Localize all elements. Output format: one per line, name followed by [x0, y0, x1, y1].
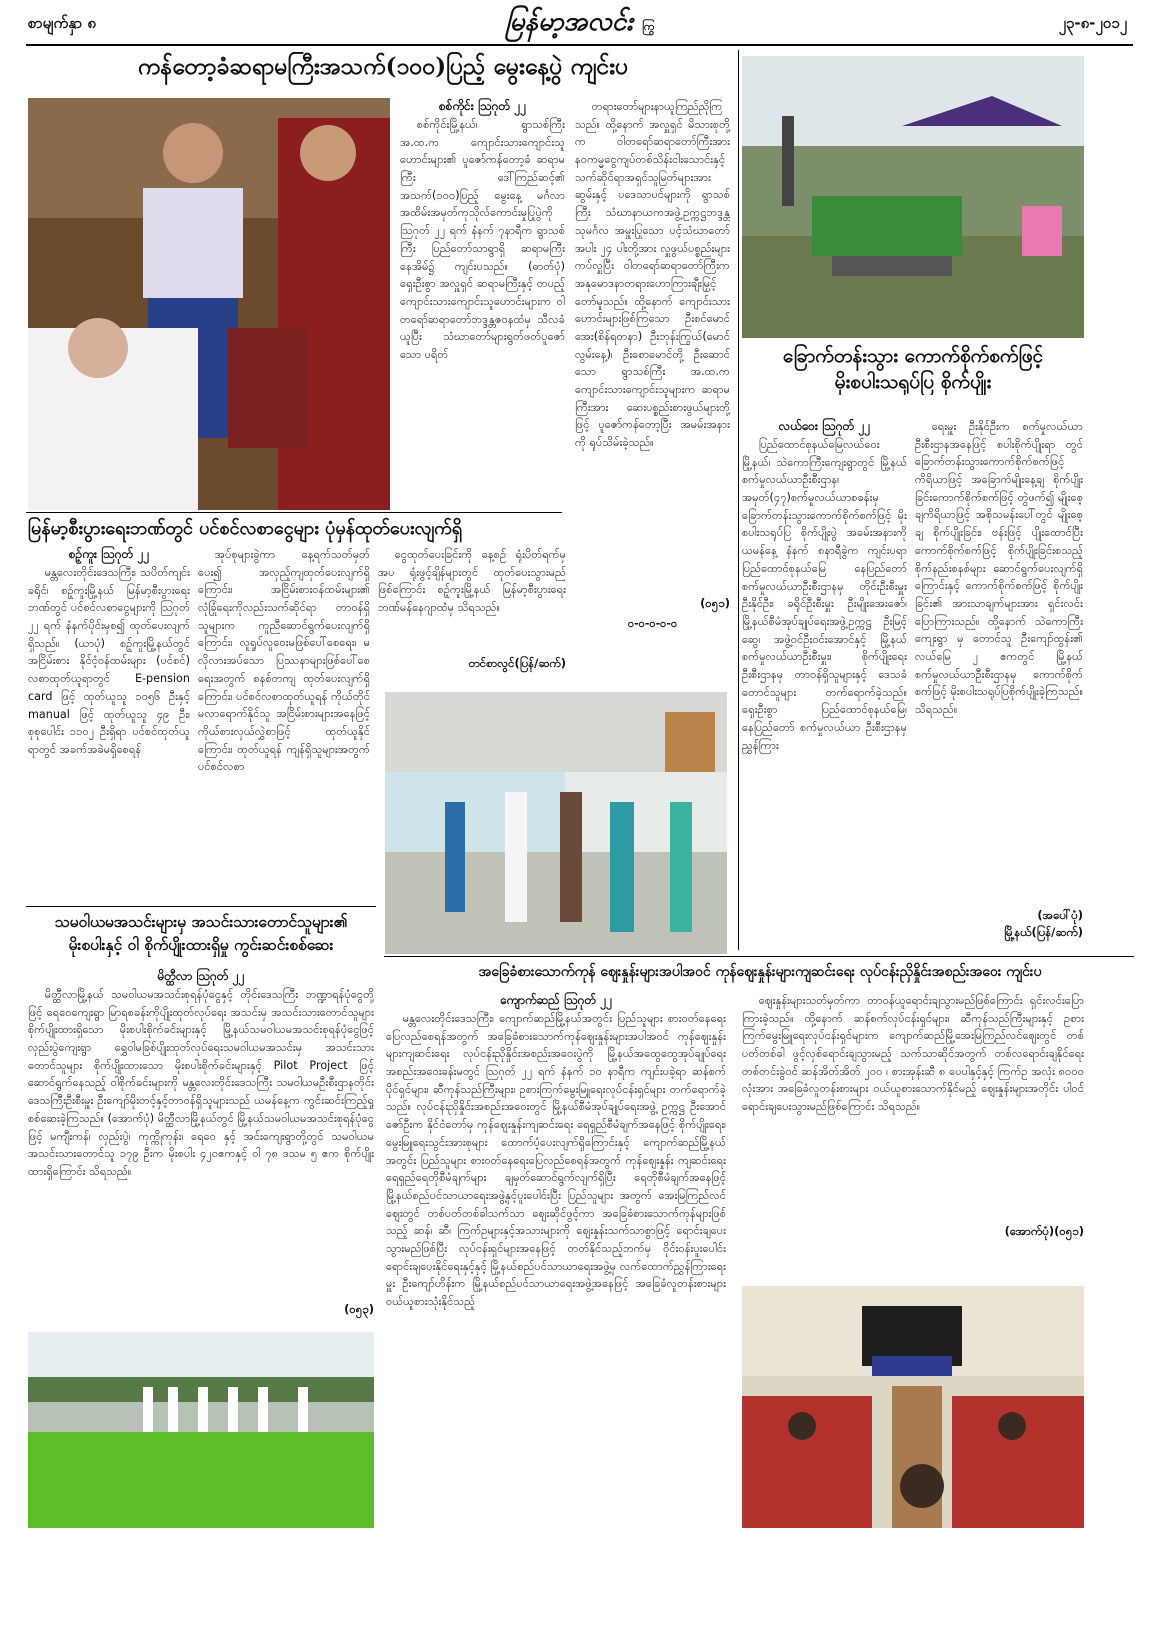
article4-text — [28, 968, 374, 1320]
column-rule — [738, 50, 739, 950]
article2-col1 — [742, 418, 907, 948]
article3-text2: အုပ်စုများခွဲကာ နေ့ရက်သတ်မှတ်ပေး၍ အလှည့်ကျထုတ်ပေးလျက်ရှိကြောင်း၊ အငြိမ်းစားဝန်ထမ်းများ၏ လုံခြုံရေးကိုလည်းသက်ဆိုင်ရာ တာဝန်ရှိသူများက ကူညီဆောင်ရွက်ပေးလျက်ရှိကြောင်း၊ လူရှုပ်လူဝေးမဖြစ်ပေါ်စေရေး၊ မလိုလားအပ်သော ပြဿနာများဖြစ်ပေါ်စေရေးအတွက် စနစ်တကျ ထုတ်ပေးလျက်ရှိကြောင်း၊ ပင်စင်လစာထုတ်ယူရန် ကိုယ်တိုင်မလာရောက်နိုင်သူ အငြိမ်းစားများအနေဖြင့် ကိုယ်စားလှယ်လွှဲစာဖြင့် ထုတ်ယူနိုင်ကြောင်း၊ ထုတ်ယူရန် ကျန်ရှိသူများအတွက် ပင်စင်လစာ — [198, 548, 370, 774]
article4-body: မိတ္ထီလာမြို့နယ် သမဝါယမအသင်းစုရန်ပုံငွေနှင့် တိုင်းဒေသကြီး ဘဏ္ဍာရန်ပုံငွေတို့ဖြင့် ရေဝေကျေးရွာ မြာရစခန်းကိုပျိုးထုတ်လုပ်ရေး အသင်းမှ အသင်းသားတောင်သူများ စိုက်ပျိုးထားရှိသော မိုးစပါးစိုက်ခင်းများနှင့် မြို့နယ်သမဝါယမအသင်းစုရန်ပုံငွေဖြင့် လှည်းပွဲကျေးရွာ ရွှေဝါမခြစ်ပျိုးထုတ်လုပ်ရေးသမဝါယမအသင်းမှ အသင်းသား တောင်သူများ စိုက်ပျိုးထားသော မိုးစပါးစိုက်ခင်းများနှင့် Pilot Project ဖြင့် ဆောင်ရွက်နေသည့် ဝါစိုက်ခင်းများကို မန္တလေးတိုင်းဒေသကြီး သမဝါယမဦးစီးဌာနတိုင်းဒေသကြီးဦးစီးမှူး ဦးကျော်မိုးတင့်နှင့်တာဝန်ရှိသူများသည် ယမန်နေ့က ကွင်းဆင်းကြည့်ရှုစစ်ဆေးခဲ့ကြသည်။ (အောက်ပုံ) မိတ္ထီလာမြို့နယ်တွင် မြို့နယ်သမဝါယမအသင်းစုရန်ပုံငွေဖြင့် မကျီးကန်၊ လှည်းပွဲ၊ ကုက္ကိုကုန်း၊ ရေဝေ နှင့် အင်းကျေးရွာတို့တွင် သမဝါယမအသင်းသားတောင်သူ ၁၇၉ ဦးက မိုးစပါး ၄၂၀ဧကနှင့် ဝါ ၇၈ ဒသမ ၅ ဧက စိုက်ပျိုးထားရှိကြောင်း သိရသည်။ — [28, 988, 374, 1178]
article5-credit: (အောက်ပုံ)(၀၅၁) — [1004, 1224, 1084, 1238]
article2-credit: (အပေါ်ပုံ) — [1037, 908, 1083, 922]
article2-text2: ရေးမှူး ဦးနိုင်ဦးက စက်မှုလယ်ယာဦးစီးဌာနအနေဖြင့် စပါးစိုက်ပျိုးရာ တွင် ခြောက်တန်းသွားကောက်စိုက်စက်ဖြင့် ကိရိယာဖြင့် အခြောက်မျိုးနေ့ချ စိုက်ပျိုးခြင်းကောက်စိုက်စက်ဖြင့် တွဲဖက်၍ မျိုးစေ့ချကိရိယာဖြင့် အစိုသမန်းပေါ်တွင် မျိုးစေ့ချ စိုက်ပျိုးခြင်း၊ ဗန်းဖြင့် ပျိုးထောင်ပြီး ကောက်စိုက်စက်ဖြင့် စိုက်ပျိုးခြင်းစသည့် စိုက်နည်းစနစ်များ ဆောင်ရွက်ပေးလျက်ရှိကြောင်းနှင့် ကောက်စိုက်စက်ဖြင့် စိုက်ပျိုးခြင်း၏ အားသာချက်များအား ရှင်းလင်းပြောကြားသည်။ ထို့နောက် သဲကောကြီးကျေးရွာ မှ တောင်သူ ဦးကျော်ထွန်း၏ လယ်မြေ ၂ ဧကတွင် မြို့နယ်စက်မှုလယ်ယာဦးစီးဌာနမှ ကောက်စိုက်စက်ဖြင့် မိုးစပါးသရုပ်ပြစိုက်ပျိုးခဲ့ကြသည်။ သိရသည်။ — [915, 420, 1083, 716]
article1-col2 — [575, 98, 730, 628]
article3-text1: မန္တလေးတိုင်းဒေသကြီး၊ သပိတ်ကျင်းခရိုင်၊ စဥ့်ကူးမြို့နယ် မြန်မာ့စီးပွားရေးဘဏ်တွင် ပင်စင်လစာငွေများကို ဩဂုတ် ၂၂ ရက် နံနက်ပိုင်းမှစ၍ ထုတ်ပေးလျက်ရှိသည်။ (ယာပုံ) စဥ့်ကူးမြို့နယ်တွင် အငြိမ်းစား နိုင်ငံ့ဝန်ထမ်းများ (ပင်စင်) လစာထုတ်ယူရာတွင် E-pension card ဖြင့် ထုတ်ယူသူ ၁၀၅၆ ဦးနှင့် manual ဖြင့် ထုတ်ယူသူ ၄၉ ဦး၊ စုစုပေါင်း ၁၁၀၂ ဦးရှိရာ ပင်စင်ထုတ်ယူရာတွင် အခက်အခဲမရှိစေရန် — [28, 566, 190, 756]
article5-headline: အခြေခံစားသောက်ကုန် ဈေးနှုန်းများအပါအဝင် ကုန်ဈေးနှုန်းများကျဆင်းရေး လုပ်ငန်းညှိနှိုင်းအစည်းအဝေး ကျင်းပ — [478, 964, 1042, 980]
article3-col3 — [378, 546, 566, 696]
article1-divider: ၀-၀-၀-၀-၀ — [627, 617, 678, 630]
article1-credit: (၀၅၁) — [700, 596, 730, 610]
article4-byline: မိတ္ထီလာ ဩဂုတ် ၂၂ — [157, 969, 245, 983]
article2-headline-line1: ခြောက်တန်းသွား ကောက်စိုက်စက်ဖြင့် — [782, 345, 1044, 367]
article2-headline — [742, 344, 1084, 395]
article3-col1 — [28, 546, 190, 906]
masthead-title: မြန်မာ့အလင်း — [505, 7, 633, 37]
article3-col2 — [198, 546, 370, 906]
ceremony-photo — [28, 98, 390, 510]
article2-credit2: မြို့နယ်(ပြန်/ဆက်) — [1004, 925, 1083, 939]
article3-byline: စဥ့်ကူး ဩဂုတ် ၂၂ — [68, 547, 150, 561]
article2-headline-line2: မိုးစပါးသရုပ်ပြ စိုက်ပျိုး — [834, 370, 992, 393]
section-rule-2 — [26, 906, 376, 907]
article1-text1: စစ်ကိုင်းမြို့နယ်၊ ရွာသစ်ကြီး အ.ထ.က ကျောင်းသားကျောင်းသူဟောင်းများ၏ ပူဇော်ကန်တော့ခံ ဆရာမကြီး ဒေါ်ကြည်ဆင့်၏ အသက်(၁၀၀)ပြည့် မွေးနေ့ မင်္ဂလာအထိမ်းအမှတ်ကုသိုလ်ကောင်းမှုပြုပွဲကို ဩဂုတ် ၂၂ ရက် နံနက် ၇နာရီက ရွာသစ်ကြီး ပြည်တော်သာရွာရှိ ဆရာမကြီး နေအိမ်၌ ကျင်းပသည်။ (ဓာတ်ပုံ) ရှေးဦးစွာ အလှူရှင် ဆရာမကြီးနှင့် တပည့်ကျောင်းသားကျောင်းသူဟောင်းများက ဝါတရော်ဆရာတော်ဘဒ္ဒန္တဇဝနထံမှ သီလခံယူပြီး သံဃာတော်များရွတ်ဖတ်ပူဇော်သော ပရိတ် — [400, 118, 565, 361]
article4-credit: (၀၅၃) — [344, 1302, 374, 1316]
page-number: စာမျက်နှာ ၈ — [28, 14, 96, 32]
paddy-field-photo — [28, 1332, 374, 1528]
rice-planter-photo — [742, 56, 1084, 338]
meeting-hall-photo — [742, 1286, 1084, 1528]
article5-byline: ကျောက်ဆည် ဩဂုတ် ၂၂ — [499, 993, 613, 1007]
article5-col1 — [386, 992, 726, 1532]
article5-text1: မန္တလေးတိုင်းဒေသကြီး၊ ကျောက်ဆည်မြို့နယ်အတွင်း ပြည်သူများ စားဝတ်နေရေးပြေလည်စေရန်အတွက် အခြေခံစားသောက်ကုန်ဈေးနှုန်းများအပါအဝင် ကုန်ဈေးနှုန်းများကျဆင်းရေး လုပ်ငန်းညှိနှိုင်းအစည်းအဝေးပွဲကို မြို့နယ်အထွေထွေအုပ်ချုပ်ရေးအစည်းအဝေးခန်းမတွင် ဩဂုတ် ၂၂ ရက် နံနက် ၁၀ နာရီက ကျင်းပခဲ့ရာ ဆန်စက်ပိုင်ရှင်များ၊ ဆီကုန်သည်ကြီးများ၊ ဥစားကြက်မွေးမြူရေးလုပ်ငန်းရှင်များ တက်ရောက်ခဲ့သည်။ လုပ်ငန်းညှိနှိုင်းအစည်းအဝေးတွင် မြို့နယ်စီမံအုပ်ချုပ်ရေးအဖွဲ့ ဥက္ကဋ္ဌ ဦးအောင်ဇော်ဦးက နိုင်ငံတော်မှ ကုန်ဈေးနှုန်းကျဆင်းရေး ရေရှည်စီမံချက်အနေဖြင့် စိုက်ပျိုးရေး၊ မွေးမြူရေးသွင်းအားစုများ ထောက်ပံ့ပေးလျက်ရှိကြောင်းနှင့် ကျောက်ဆည်မြို့နယ်အတွင်း ပြည်သူများ စားဝတ်နေရေးပြေလည်စေရန်အတွက် ကုန်ဈေးနှုန်း ကျဆင်းရေး ရေရှည်ရေတိုစီမံချက်များ ချမှတ်ဆောင်ရွက်လျက်ရှိပြီး ရေတိုစီမံချက်အနေဖြင့် မြို့နယ်စည်ပင်သာယာရေးအဖွဲ့နှင့်ပူးပေါင်းပြီး ပြည်သူများ အတွက် အေးမြကြည်လင်ဈေးတွင် တစ်ပတ်တစ်ခါသက်သာ ဈေးဆိုင်ဖွင့်ကာ အခြေခံစားသောက်ကုန်များဖြစ်သည့် ဆန်၊ ဆီ၊ ကြက်ဥများနှင့်အသားများကို ဈေးနှုန်းသက်သာစွာဖြင့် ရောင်းချပေးသွားမည်ဖြစ်ပြီး လုပ်ငန်းရှင်များအနေဖြင့် တတ်နိုင်သည့်ဘက်မှ ဝိုင်းဝန်းပူးပေါင်းရောင်းချပေးနိုင်ရေးနှင့်နှင့် မြို့နယ်စည်ပင်သာယာရေးအဖွဲ့မှ လက်ထောက်ညွှန်ကြားရေးမှူး ဦးကျော်ဟိန်းက မြို့နယ်စည်ပင်သာယာရေးအဖွဲ့အနေဖြင့် အခြေခံလူတန်းစားများ ဝယ်ယူစားသုံးနိုင်သည့် — [386, 1012, 726, 1308]
article1-headline: ကန်တော့ခံဆရာမကြီးအသက်(၁၀၀)ပြည့် မွေးနေ့ပွဲ ကျင်းပ — [137, 53, 629, 80]
article4-headline-line2: မိုးစပါးနှင့် ဝါ စိုက်ပျိုးထားရှိမှု ကွင်းဆင်းစစ်ဆေး — [68, 935, 334, 955]
header-rule — [26, 44, 1133, 46]
article1-text2: တရားတော်များနာယူကြည်ညိုကြသည်။ ထို့နောက် အလှူရှင် မိသားစုတို့က ဝါတရော်ဆရာတော်ကြီးအား နဝကမ္မငွေကျပ်တစ်သိန်းငါးသောင်းနှင့် သက်ဆိုင်ရာအရှင်သူမြတ်များအား ဆွမ်းနှင့် ပဒေသာပင်များကို ရွာသစ်ကြီး သံဃာနာယကအဖွဲ့ဥက္ကဋ္ဌဘဒ္ဒန္တသုမင်္ဂလ အမှူးပြုသော ပင့်သံဃာတော်အပါး ၂၄ ပါးတို့အား လှူဖွယ်ပစ္စည်းများ ကပ်လှူပြီး ဝါတရော်ဆရာတော်ကြီးက အနုမောဒနာတရားဟောကြားချီးမြှင့်တော်မူသည်။ ထို့နောက် ကျောင်းသားဟောင်းများဖြစ်ကြသော ဦးစင်မောင်အေး(စိန်ရတနာ) ဦးဘုန်းကြွယ်(မောင်လွမ်းနေ့)၊ ဦးစောမောင်တို့ ဦးဆောင်သော ရွာသစ်ကြီး အ.ထ.က ကျောင်းသားကျောင်းသူများက ဆရာမကြီးအား ဆေးပစ္စည်းစားဖွယ်များတို့ဖြင့် ပူဇော်ကန်တော့ပြီး အမမ်းအနားကို ရုပ်သိမ်းခဲ့သည်။ — [575, 100, 730, 450]
article5-text2: ဈေးနှုန်းများသတ်မှတ်ကာ တာဝန်ယူရောင်းချသွားမည်ဖြစ်ကြောင်း ရှင်းလင်းပြောကြားခဲ့သည်။ ထို့နောက် ဆန်စက်လုပ်ငန်းရှင်များ၊ ဆီကုန်သည်ကြီးများနှင့် ဥစားကြက်မွေးမြူရေးလုပ်ငန်းရှင်များက ကျောက်ဆည်မြို့အေးမြကြည်လင်ဈေးတွင် တစ်ပတ်တစ်ခါ ဖွင့်လှစ်ရောင်းချသွားမည့် သက်သာဆိုင်အတွက် တစ်လရောင်းချနိုင်ရေး တစ်တင်းခွဲဝင် ဆန်အိတ်အိတ် ၂၀၀ ၊ စားအုန်းဆီ ၈ ပေပါနှင့်နှင့် ကြက်ဥ အလုံး ၈၀၀၀ လုံးအား အခြေခံလူတန်းစားများ ဝယ်ယူစားသောက်နိုင်မည့် ဈေးနှုန်းများအတိုင်း ပါဝင်ရောင်းချပေးသွားမည်ဖြစ်ကြောင်း သိရသည်။ — [742, 994, 1084, 1114]
article2-byline: လယ်ဝေး ဩဂုတ် ၂၂ — [778, 419, 871, 433]
article1-col1 — [400, 98, 565, 510]
article3-credit: တင်စာလွင်(ပြန်/ဆက်) — [468, 656, 566, 670]
article2-text1: ပြည်ထောင်စုနယ်မြေလယ်ဝေးမြို့နယ်၊ သဲကောကြီးကျေးရွာတွင် မြို့နယ်စက်မှုလယ်ယာဦးစီးဌာန၊ အမှတ်(၄၇)စက်မှုလယ်ယာစခန်းမှ ခြောက်တန်းသွားကောက်စိုက်စက်ဖြင့် မိုးစပါးသရုပ်ပြ စိုက်ပျိုးပွဲ အခမ်းအနားကို ယမန်နေ့ နံနက် ၈နာရီခွဲက ကျင်းပရာ ပြည်ထောင်စုနယ်မြေ နေပြည်တော် စက်မှုလယ်ယာဦးစီးဌာနမှ တိုင်းဦးစီးမှူး ဦးနိုင်ဦး၊ ခရိုင်ဦးစီးမှူး ဦးမျိုးအေးဇော်၊ မြို့နယ်စီမံအုပ်ချုပ်ရေးအဖွဲ့ဥက္ကဋ္ဌ ဦးမြင့်ဆွေ၊ အဖွဲ့ဝင်ဦးဝင်းအောင်နှင့် မြို့နယ်စက်မှုလယ်ယာဦးစီးမှူး၊ စိုက်ပျိုးရေးဦးစီးဌာနမှ တာဝန်ရှိသူများနှင့် ဒေသခံတောင်သူများ တက်ရောက်ခဲ့သည်။ ရှေးဦးစွာ ပြည်ထောင်စုနယ်မြေ၊ နေပြည်တော် စက်မှုလယ်ယာ ဦးစီးဌာနမှ ညွှန်ကြား — [742, 438, 907, 752]
masthead-sub: ကြွ — [641, 20, 655, 33]
masthead-logo — [470, 4, 690, 43]
article5-col2 — [742, 992, 1084, 1264]
article4-headline-line1: သမဝါယမအသင်းများမှ အသင်းသားတောင်သူများ၏ — [54, 912, 348, 931]
article3-headline: မြန်မာ့စီးပွားရေးဘဏ်တွင် ပင်စင်လစာငွေများ ပုံမှန်ထုတ်ပေးလျက်ရှိ — [28, 518, 463, 539]
issue-date: ၂၃-၈-၂၀၁၂ — [1058, 14, 1127, 32]
section-rule — [26, 512, 562, 513]
article1-byline: စစ်ကိုင်း ဩဂုတ် ၂၂ — [438, 99, 527, 113]
article4-headline — [28, 910, 374, 957]
section-rule-3 — [384, 956, 1134, 957]
article2-col2 — [915, 418, 1083, 948]
article3-text3: ငွေထုတ်ပေးခြင်းကို နေ့စဥ် ရုံးပိတ်ရက်မှအပ ရုံးဖွင့်ချိန်များတွင် ထုတ်ပေးသွားမည်ဖြစ်ကြောင်း စဥ့်ကူးမြို့နယ် မြန်မာ့စီးပွားရေးဘဏ်မန်နေဂျာထံမှ သိရသည်။ — [378, 548, 566, 615]
bank-counter-photo — [385, 692, 727, 954]
